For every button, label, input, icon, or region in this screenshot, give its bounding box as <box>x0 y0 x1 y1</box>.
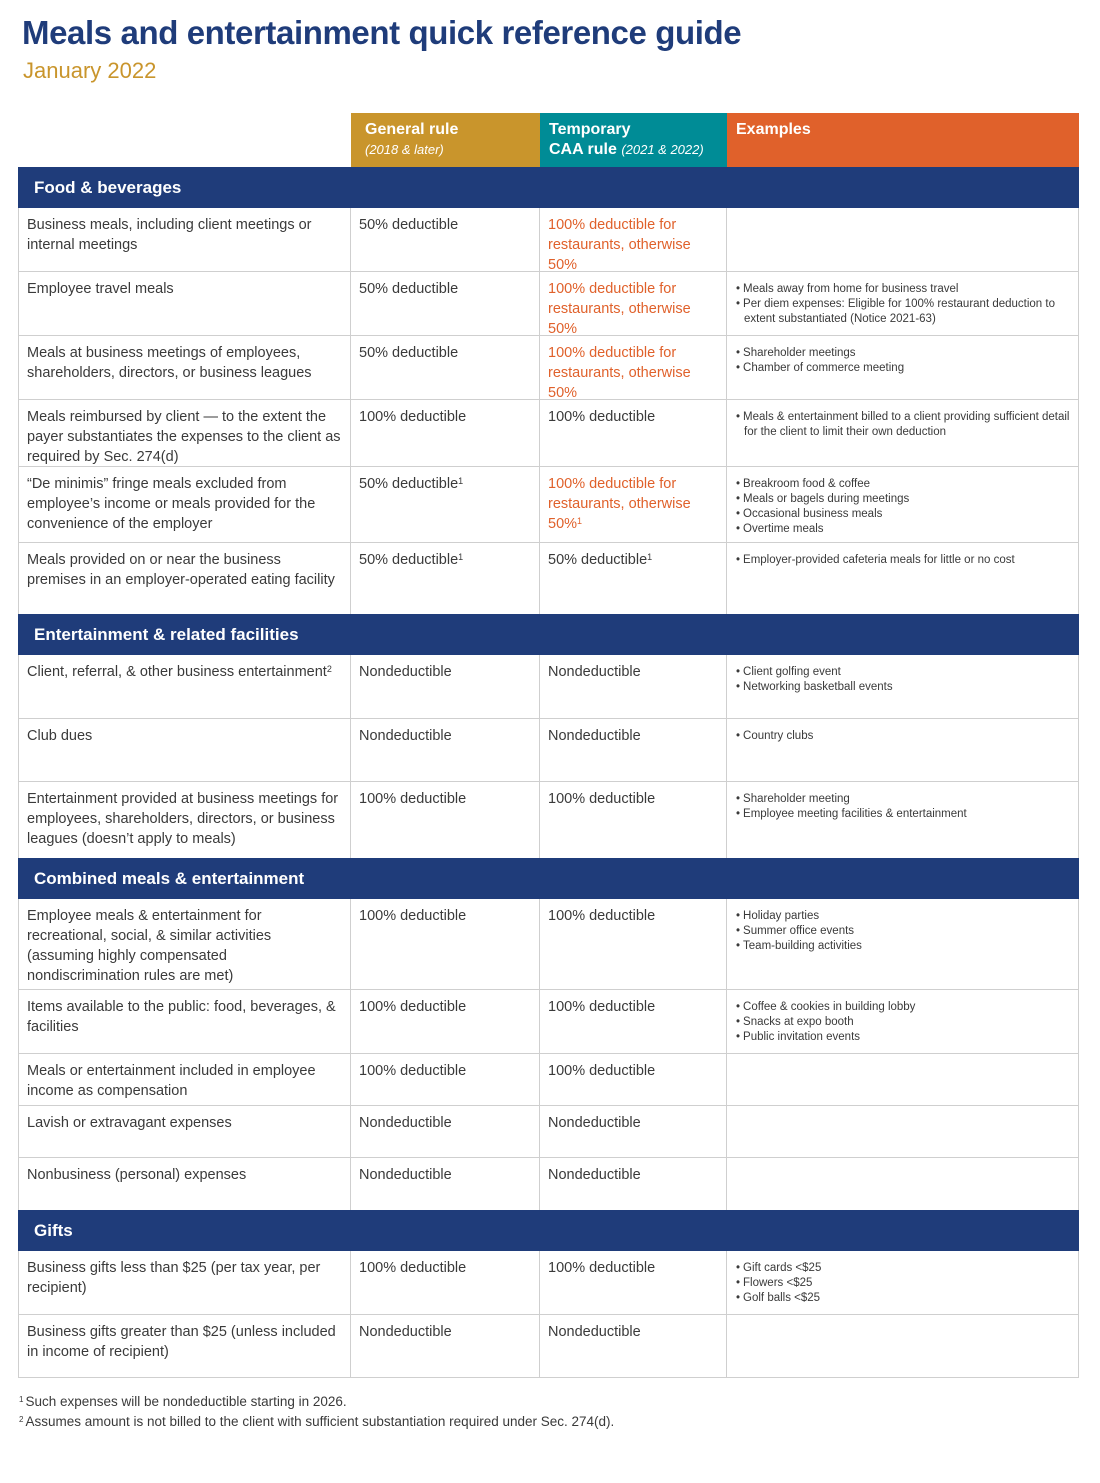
general-rule-cell <box>351 782 540 858</box>
examples-cell <box>727 1106 1078 1157</box>
expense-item <box>19 272 351 335</box>
general-rule-value: 100% deductible <box>359 999 467 1015</box>
temporary-rule-value: 100% deductible for restaurants, otherwise 50% <box>548 476 691 532</box>
general-rule-cell <box>351 208 540 271</box>
examples-cell <box>727 208 1078 271</box>
column-header-temporary-rule <box>540 113 727 167</box>
temporary-rule-label-2: CAA rule <box>549 141 617 158</box>
general-rule-value: 100% deductible <box>359 908 467 924</box>
general-rule-value: 100% deductible <box>359 791 467 807</box>
footnotes <box>19 1392 614 1432</box>
example-item: • Summer office events <box>735 924 1070 939</box>
example-item: • Team-building activities <box>735 939 1070 954</box>
example-item: • Per diem expenses: Eligible for 100% restaurant deduction to extent substantiated (Notice 2021-63) <box>735 297 1070 327</box>
table-row <box>18 1251 1079 1315</box>
temporary-rule-cell <box>540 655 727 718</box>
example-item: • Overtime meals <box>735 522 1070 537</box>
expense-item-text: Client, referral, & other business entertainment <box>27 664 327 680</box>
temporary-rule-value: 100% deductible <box>548 791 656 807</box>
example-item: • Shareholder meetings <box>735 346 1070 361</box>
expense-item <box>19 467 351 542</box>
table-row <box>18 208 1079 272</box>
temporary-rule-cell <box>540 336 727 399</box>
table-row <box>18 543 1079 614</box>
example-item: • Golf balls <$25 <box>735 1291 1070 1306</box>
general-rule-value: 50% deductible <box>359 552 459 568</box>
expense-item-text: Employee meals & entertainment for recreational, social, & similar activities (assuming highly compensated nondiscrimination rules are met) <box>27 908 272 984</box>
temporary-rule-value: 100% deductible <box>548 999 656 1015</box>
general-rule-value: Nondeductible <box>359 728 452 744</box>
examples-cell <box>727 467 1078 542</box>
general-rule-years: (2018 & later) <box>365 142 444 157</box>
temporary-rule-cell <box>540 208 727 271</box>
temporary-rule-value: Nondeductible <box>548 1167 641 1183</box>
expense-item-text: Meals or entertainment included in employee income as compensation <box>27 1063 316 1099</box>
general-rule-cell <box>351 1054 540 1105</box>
section-header: Gifts <box>18 1210 1079 1251</box>
example-item: • Chamber of commerce meeting <box>735 361 1070 376</box>
example-item: • Coffee & cookies in building lobby <box>735 1000 1070 1015</box>
general-rule-cell <box>351 400 540 466</box>
temporary-rule-cell <box>540 719 727 781</box>
temporary-rule-value: 100% deductible <box>548 908 656 924</box>
temporary-rule-value: 50% deductible <box>548 552 648 568</box>
general-rule-value: Nondeductible <box>359 1167 452 1183</box>
footnote-ref: 1 <box>577 516 583 526</box>
general-rule-value: 50% deductible <box>359 281 459 297</box>
general-rule-value: Nondeductible <box>359 1324 452 1340</box>
general-rule-value: Nondeductible <box>359 1115 452 1131</box>
temporary-rule-value: 100% deductible for restaurants, otherwise 50% <box>548 281 691 337</box>
general-rule-cell <box>351 719 540 781</box>
example-item: • Public invitation events <box>735 1030 1070 1045</box>
page-title: Meals and entertainment quick reference guide <box>22 14 742 51</box>
general-rule-cell <box>351 1251 540 1314</box>
general-rule-value: 50% deductible <box>359 345 459 361</box>
temporary-rule-cell <box>540 782 727 858</box>
expense-item <box>19 899 351 989</box>
general-rule-value: Nondeductible <box>359 664 452 680</box>
table-row <box>18 655 1079 719</box>
expense-item <box>19 719 351 781</box>
expense-item <box>19 543 351 614</box>
general-rule-cell <box>351 336 540 399</box>
footnote-mark: 2 <box>19 1415 24 1424</box>
expense-item-text: Business gifts greater than $25 (unless included in income of recipient) <box>27 1324 336 1360</box>
table-row <box>18 1158 1079 1210</box>
expense-item <box>19 655 351 718</box>
expense-item-text: Entertainment provided at business meetings for employees, shareholders, directors, or business leagues (doesn’t apply to meals) <box>27 791 339 847</box>
example-item: • Breakroom food & coffee <box>735 477 1070 492</box>
footnote-1 <box>19 1392 614 1412</box>
temporary-rule-value: 100% deductible for restaurants, otherwise 50% <box>548 345 691 401</box>
examples-list <box>735 477 1070 537</box>
examples-list <box>735 282 1070 327</box>
temporary-rule-value: 100% deductible for restaurants, otherwise 50% <box>548 217 691 273</box>
example-item: • Gift cards <$25 <box>735 1261 1070 1276</box>
examples-cell <box>727 1315 1078 1377</box>
footnote-ref: 1 <box>647 552 653 562</box>
examples-cell <box>727 272 1078 335</box>
expense-item <box>19 1106 351 1157</box>
footnote-text: Such expenses will be nondeductible starting in 2026. <box>25 1394 347 1409</box>
expense-item <box>19 400 351 466</box>
general-rule-value: 100% deductible <box>359 1063 467 1079</box>
temporary-rule-value: 100% deductible <box>548 409 656 425</box>
expense-item-text: Items available to the public: food, beverages, & facilities <box>27 999 336 1035</box>
examples-cell <box>727 719 1078 781</box>
column-header-row <box>18 113 1079 167</box>
general-rule-cell <box>351 467 540 542</box>
examples-cell <box>727 1251 1078 1314</box>
examples-cell <box>727 1158 1078 1210</box>
examples-list <box>735 729 1070 744</box>
table-row <box>18 1106 1079 1158</box>
table-row <box>18 899 1079 990</box>
examples-cell <box>727 1054 1078 1105</box>
general-rule-cell <box>351 1158 540 1210</box>
temporary-rule-cell <box>540 467 727 542</box>
temporary-rule-cell <box>540 543 727 614</box>
table-row <box>18 990 1079 1054</box>
expense-item <box>19 1054 351 1105</box>
footnote-ref: 1 <box>458 552 464 562</box>
temporary-rule-value: Nondeductible <box>548 728 641 744</box>
expense-item-text: Business gifts less than $25 (per tax year, per recipient) <box>27 1260 321 1296</box>
temporary-rule-cell <box>540 272 727 335</box>
table-body <box>18 167 1079 1378</box>
expense-item <box>19 1315 351 1377</box>
expense-item <box>19 208 351 271</box>
header-blank <box>18 113 351 167</box>
expense-item-text: Meals at business meetings of employees, shareholders, directors, or business leagues <box>27 345 312 381</box>
examples-list <box>735 792 1070 822</box>
general-rule-label: General rule <box>365 121 459 138</box>
examples-cell <box>727 543 1078 614</box>
examples-list <box>735 346 1070 376</box>
table-row <box>18 467 1079 543</box>
example-item: • Shareholder meeting <box>735 792 1070 807</box>
general-rule-cell <box>351 543 540 614</box>
expense-item <box>19 782 351 858</box>
column-header-examples: Examples <box>727 113 1079 167</box>
section-header: Food & beverages <box>18 167 1079 208</box>
footnote-2 <box>19 1412 614 1432</box>
expense-item <box>19 336 351 399</box>
temporary-rule-cell <box>540 990 727 1053</box>
general-rule-value: 50% deductible <box>359 476 459 492</box>
temporary-rule-value: Nondeductible <box>548 664 641 680</box>
example-item: • Meals away from home for business travel <box>735 282 1070 297</box>
general-rule-cell <box>351 272 540 335</box>
temporary-rule-label-1: Temporary <box>549 121 631 138</box>
example-item: • Country clubs <box>735 729 1070 744</box>
temporary-rule-years: (2021 & 2022) <box>621 142 704 157</box>
examples-list <box>735 553 1070 568</box>
examples-cell <box>727 990 1078 1053</box>
examples-cell <box>727 782 1078 858</box>
examples-list <box>735 665 1070 695</box>
general-rule-cell <box>351 899 540 989</box>
table-row <box>18 400 1079 467</box>
examples-list <box>735 909 1070 954</box>
general-rule-cell <box>351 990 540 1053</box>
footnote-mark: 1 <box>19 1395 24 1404</box>
expense-item-text: Employee travel meals <box>27 281 174 297</box>
examples-cell <box>727 336 1078 399</box>
expense-item-text: Business meals, including client meetings or internal meetings <box>27 217 312 253</box>
table-row <box>18 336 1079 400</box>
general-rule-cell <box>351 1106 540 1157</box>
temporary-rule-value: Nondeductible <box>548 1324 641 1340</box>
expense-item-text: Lavish or extravagant expenses <box>27 1115 232 1131</box>
section-header: Entertainment & related facilities <box>18 614 1079 655</box>
temporary-rule-cell <box>540 1315 727 1377</box>
example-item: • Employee meeting facilities & entertainment <box>735 807 1070 822</box>
temporary-rule-cell <box>540 1251 727 1314</box>
temporary-rule-value: 100% deductible <box>548 1063 656 1079</box>
expense-item <box>19 1251 351 1314</box>
table-row <box>18 1054 1079 1106</box>
example-item: • Meals or bagels during meetings <box>735 492 1070 507</box>
reference-table <box>18 113 1079 1378</box>
examples-cell <box>727 899 1078 989</box>
general-rule-value: 100% deductible <box>359 409 467 425</box>
expense-item-text: Club dues <box>27 728 93 744</box>
example-item: • Flowers <$25 <box>735 1276 1070 1291</box>
expense-item-text: Meals provided on or near the business premises in an employer-operated eating facility <box>27 552 335 588</box>
temporary-rule-cell <box>540 899 727 989</box>
example-item: • Client golfing event <box>735 665 1070 680</box>
table-row <box>18 719 1079 782</box>
expense-item-text: Nonbusiness (personal) expenses <box>27 1167 247 1183</box>
example-item: • Occasional business meals <box>735 507 1070 522</box>
table-row <box>18 782 1079 858</box>
example-item: • Snacks at expo booth <box>735 1015 1070 1030</box>
example-item: • Employer-provided cafeteria meals for little or no cost <box>735 553 1070 568</box>
footnote-text: Assumes amount is not billed to the client with sufficient substantiation required under Sec. 274(d). <box>25 1414 615 1429</box>
footnote-ref: 1 <box>458 476 464 486</box>
temporary-rule-value: 100% deductible <box>548 1260 656 1276</box>
example-item: • Meals & entertainment billed to a client providing sufficient detail for the client to limit their own deduction <box>735 410 1070 440</box>
table-row <box>18 1315 1079 1378</box>
expense-item <box>19 990 351 1053</box>
examples-list <box>735 1000 1070 1045</box>
table-row <box>18 272 1079 336</box>
temporary-rule-value: Nondeductible <box>548 1115 641 1131</box>
expense-item-text: “De minimis” fringe meals excluded from employee’s income or meals provided for the convenience of the employer <box>27 476 316 532</box>
example-item: • Holiday parties <box>735 909 1070 924</box>
temporary-rule-cell <box>540 1106 727 1157</box>
examples-cell <box>727 655 1078 718</box>
temporary-rule-cell <box>540 1054 727 1105</box>
footnote-ref: 2 <box>326 664 332 674</box>
general-rule-cell <box>351 1315 540 1377</box>
general-rule-value: 50% deductible <box>359 217 459 233</box>
examples-list <box>735 1261 1070 1306</box>
examples-list <box>735 410 1070 440</box>
column-header-general-rule <box>351 113 540 167</box>
expense-item <box>19 1158 351 1210</box>
general-rule-cell <box>351 655 540 718</box>
section-header: Combined meals & entertainment <box>18 858 1079 899</box>
general-rule-value: 100% deductible <box>359 1260 467 1276</box>
expense-item-text: Meals reimbursed by client — to the extent the payer substantiates the expenses to the client as required by Sec. 274(d) <box>27 409 341 465</box>
page-date: January 2022 <box>23 58 157 83</box>
temporary-rule-cell <box>540 400 727 466</box>
examples-cell <box>727 400 1078 466</box>
example-item: • Networking basketball events <box>735 680 1070 695</box>
temporary-rule-cell <box>540 1158 727 1210</box>
